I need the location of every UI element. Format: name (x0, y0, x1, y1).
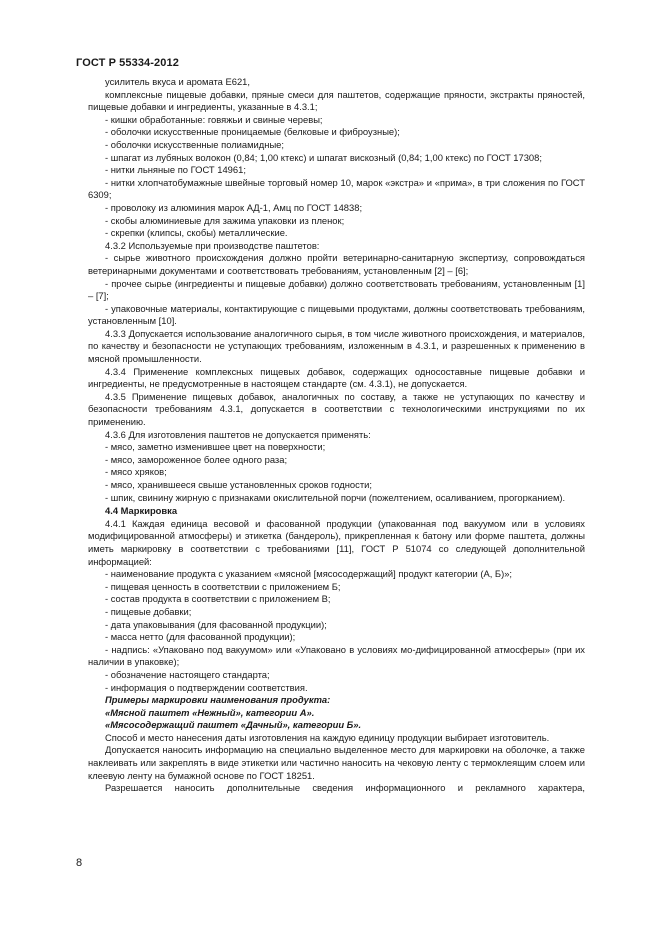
list-item: - шпик, свинину жирную с признаками окислительной порчи (пожелтением, осаливанием, прогорканием). (105, 491, 566, 503)
page-number: 8 (76, 857, 83, 869)
list-item: - пищевые добавки; (105, 605, 192, 617)
list-item: - дата упаковывания (для фасованной продукции); (105, 618, 327, 630)
list-item: - надпись: «Упаковано под вакуумом» или «Упаковано в условиях мо-дифицированной атмосферы» (при их наличии в упаковке); (88, 643, 585, 668)
list-item: - пищевая ценность в соответствии с приложением Б; (105, 580, 341, 592)
clause-4-4-1: 4.4.1 Каждая единица весовой и фасованной продукции (упакованная под вакуумом или в условиях модифицированной атмосферы) и этикетка (бандероль), прикрепленная к батону или форме паштета, должны иметь маркировку в соответствии с требованиями [11], ГОСТ Р 51074 со следующей дополнительной информацией: (88, 517, 585, 567)
list-item: - масса нетто (для фасованной продукции); (105, 631, 296, 643)
list-item: - сырье животного происхождения должно пройти ветеринарно-санитарную экспертизу, сопровождаться ветеринарными документами и соответствовать требованиям, установленным [2] – [6]; (88, 252, 585, 276)
paragraph: Разрешается наносить дополнительные сведения информационного и рекламного характера, (105, 782, 585, 794)
list-item: - состав продукта в соответствии с приложением В; (105, 593, 331, 605)
list-item: - наименование продукта с указанием «мясной [мясосодержащий] продукт категории (А, Б)»; (105, 568, 513, 580)
list-item: - мясо, хранившееся свыше установленных сроков годности; (105, 479, 372, 490)
list-item: - шпагат из лубяных волокон (0,84; 1,00 ктекс) и шпагат вискозный (0,84; 1,00 ктекс) по ГОСТ 17308; (105, 151, 542, 163)
list-item: - обозначение настоящего стандарта; (105, 668, 270, 680)
document-body (88, 76, 585, 795)
example-item: «Мясной паштет «Нежный», категории А». (105, 706, 315, 718)
list-item: - мясо, замороженное более одного раза; (105, 453, 288, 465)
list-item: - нитки льняные по ГОСТ 14961; (105, 164, 246, 176)
list-item: - кишки обработанные: говяжьи и свиные черевы; (105, 113, 323, 125)
paragraph: усилитель вкуса и аромата Е621, (105, 76, 250, 87)
list-item: - скобы алюминиевые для зажима упаковки из пленок; (105, 214, 345, 226)
list-item: - прочее сырье (ингредиенты и пищевые добавки) должно соответствовать требованиям, установленным [1] – [7]; (88, 277, 585, 302)
list-item: - оболочки искусственные проницаемые (белковые и фиброузные); (105, 126, 400, 138)
paragraph: Допускается наносить информацию на специально выделенное место для маркировки на оболочке, а также наклеивать или закреплять в виде этикетки или частично наносить на чековую ленту с термоклеящим слоем или клеевую ленту на бумажной основе по ГОСТ 18251. (88, 744, 585, 781)
clause-4-3-6: 4.3.6 Для изготовления паштетов не допускается применять: (105, 428, 371, 440)
list-item: - мясо, заметно изменившее цвет на поверхности; (105, 441, 326, 453)
clause-4-3-5: 4.3.5 Применение пищевых добавок, аналогичных по составу, а также не уступающих по качеству и безопасности требованиям 4.3.1, допускается в соответствии с технологическими инструкциями по их применению. (88, 390, 585, 428)
clause-4-3-2: 4.3.2 Используемые при производстве паштетов: (105, 239, 320, 251)
list-item: - оболочки искусственные полиамидные; (105, 138, 285, 150)
paragraph: Способ и место нанесения даты изготовления на каждую единицу продукции выбирает изготовитель. (105, 731, 550, 743)
example-item: «Мясосодержащий паштет «Дачный», категории Б». (105, 719, 362, 731)
list-item: - нитки хлопчатобумажные швейные торговый номер 10, марок «экстра» и «прима», в три сложения по ГОСТ 6309; (88, 176, 585, 201)
list-item: - мясо хряков; (105, 466, 167, 478)
clause-4-3-4: 4.3.4 Применение комплексных пищевых добавок, содержащих односоставные пищевые добавки и ингредиенты, не предусмотренные в настоящем стандарте (см. 4.3.1), не допускается. (88, 365, 585, 390)
section-heading-marking: 4.4 Маркировка (105, 505, 178, 517)
paragraph: комплексные пищевые добавки, пряные смеси для паштетов, содержащие пряности, экстракты пряностей, пищевые добавки и ингредиенты, указанные в 4.3.1; (88, 88, 585, 113)
document-header: ГОСТ Р 55334-2012 (76, 57, 179, 69)
list-item: - скрепки (клипсы, скобы) металлические. (105, 227, 288, 239)
examples-heading: Примеры маркировки наименования продукта: (105, 694, 331, 706)
list-item: - проволоку из алюминия марок АД-1, Амц по ГОСТ 14838; (105, 201, 363, 213)
list-item: - информация о подтверждении соответствия. (105, 681, 308, 693)
clause-4-3-3: 4.3.3 Допускается использование аналогичного сырья, в том числе животного происхождения, и материалов, по качеству и безопасности не уступающих требованиям, изложенным в 4.3.1, и разрешенных к применению в мясной промышленности. (88, 327, 585, 365)
list-item: - упаковочные материалы, контактирующие с пищевыми продуктами, должны соответствовать требованиям, установленным [10]. (88, 302, 585, 327)
